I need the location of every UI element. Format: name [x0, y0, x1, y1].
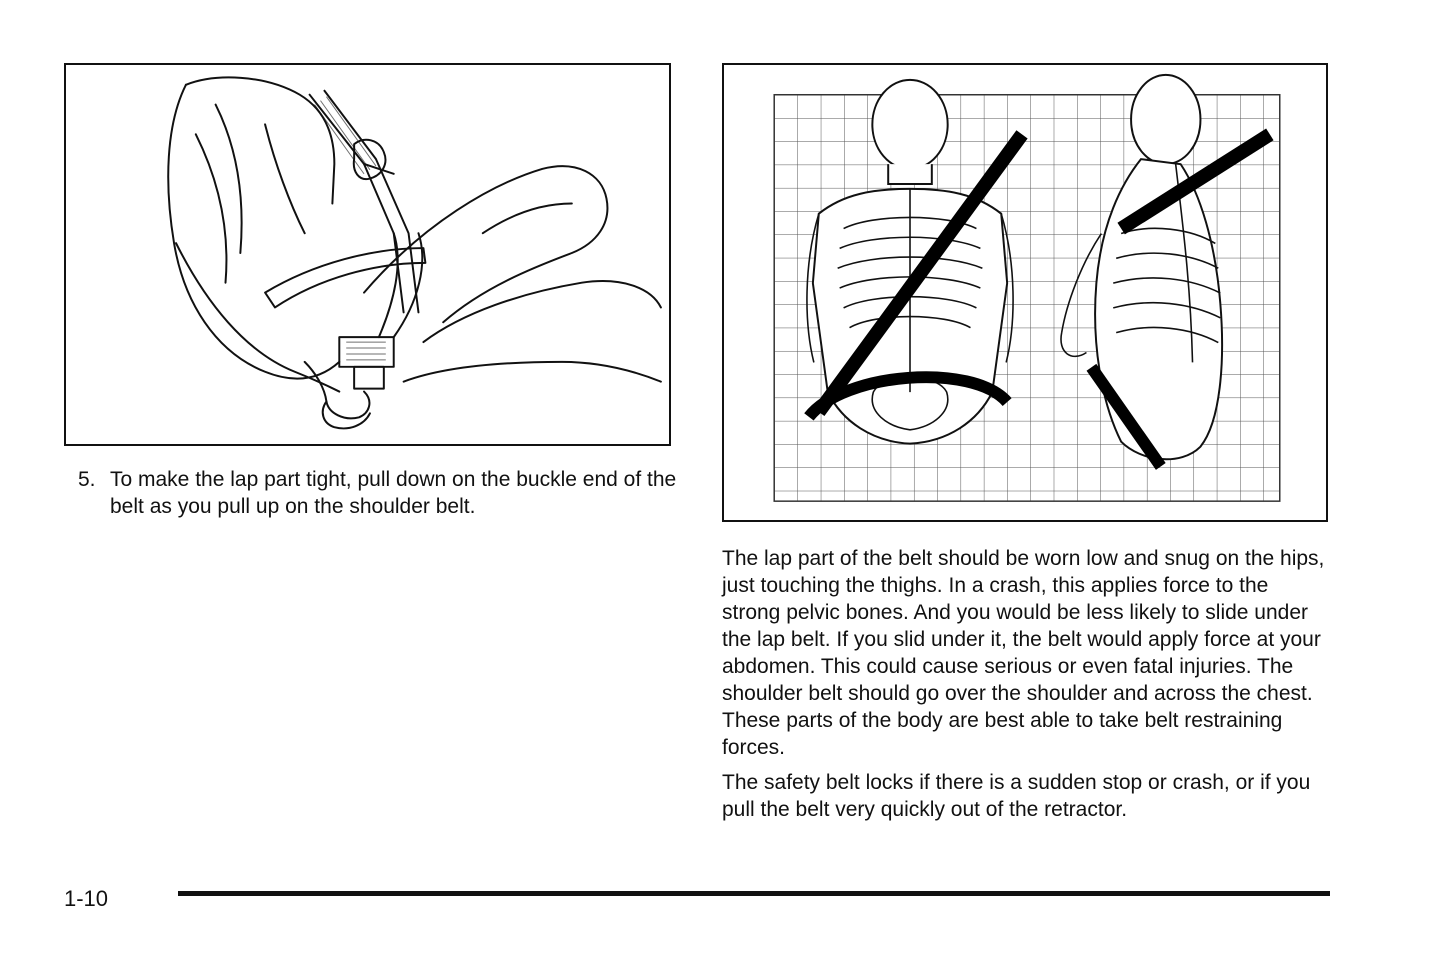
instruction-step: [78, 466, 678, 520]
belt-lock-paragraph: The safety belt locks if there is a sudden stop or crash, or if you pull the belt very quickly out of the retractor.: [722, 771, 1311, 821]
seated-person-belt-icon: [66, 65, 669, 444]
skeleton-belt-icon: [724, 65, 1326, 520]
step-text: To make the lap part tight, pull down on the buckle end of the belt as you pull up on the shoulder belt.: [110, 468, 677, 518]
belt-position-skeleton-illustration: [722, 63, 1328, 522]
footer-rule: [178, 891, 1330, 896]
belt-tightening-illustration: [64, 63, 671, 446]
lap-belt-paragraph: The lap part of the belt should be worn low and snug on the hips, just touching the thighs. In a crash, this applies force to the strong pelvic bones. And you would be less likely to slide under the lap belt. If you slid under it, the belt would apply force at your abdomen. This could cause serious or even fatal injuries. The shoulder belt should go over the shoulder and across the chest. These parts of the body are best able to take belt restraining forces.: [722, 547, 1325, 759]
step-number: 5.: [78, 468, 96, 491]
page-number: 1-10: [64, 886, 109, 911]
